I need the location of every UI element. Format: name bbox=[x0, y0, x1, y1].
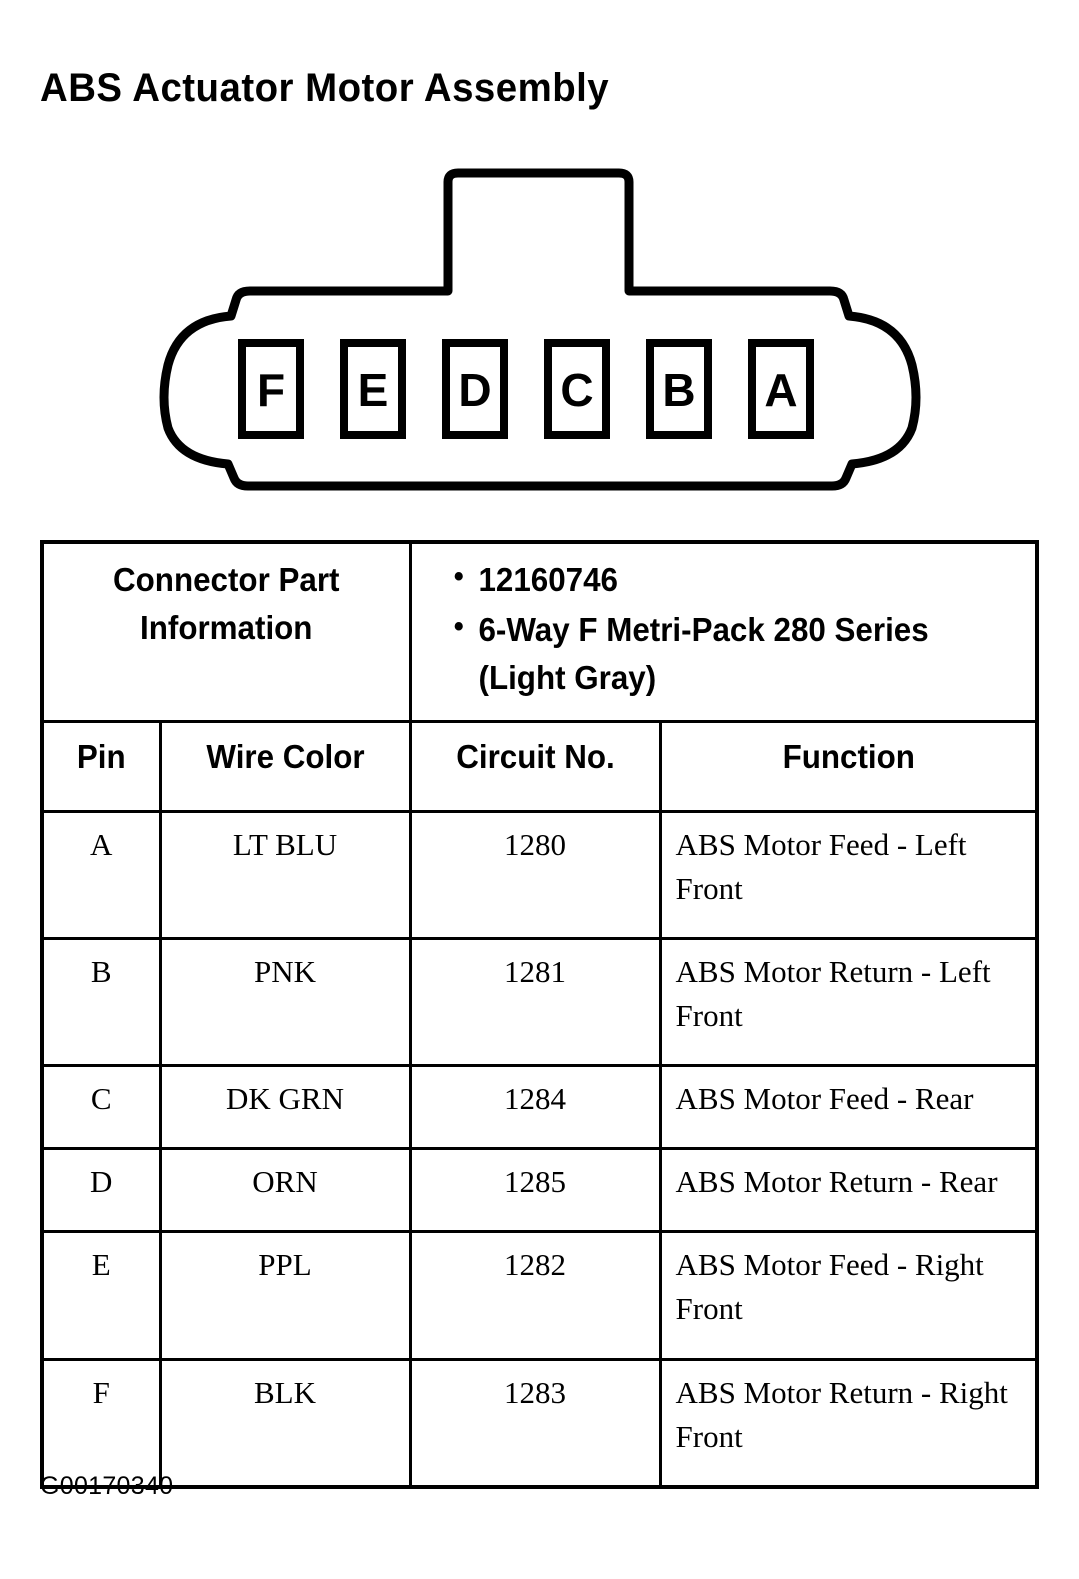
page-title: ABS Actuator Motor Assembly bbox=[40, 66, 610, 110]
circuit-no-value: 1284 bbox=[504, 1081, 566, 1117]
connector-part-information-row bbox=[42, 542, 1037, 721]
cavity-group bbox=[242, 343, 810, 435]
cell-wire-color bbox=[160, 1066, 410, 1149]
cell-function bbox=[660, 1066, 1037, 1149]
pin-value: D bbox=[90, 1164, 113, 1200]
circuit-no-value: 1280 bbox=[504, 827, 566, 863]
cell-pin bbox=[42, 1232, 160, 1359]
function-value: ABS Motor Return - Left Front bbox=[675, 954, 991, 1034]
connector-description: • 6-Way F Metri-Pack 280 Series (Light Gray) bbox=[478, 606, 996, 702]
column-header-pin: Pin bbox=[76, 737, 126, 775]
wire-color-value: DK GRN bbox=[226, 1081, 344, 1117]
cavity-label-b: B bbox=[662, 364, 696, 416]
table-row bbox=[42, 1232, 1037, 1359]
cell-circuit-no bbox=[410, 1232, 660, 1359]
cell-circuit-no bbox=[410, 1066, 660, 1149]
pin-value: A bbox=[90, 827, 113, 863]
connector-outline-svg bbox=[130, 160, 950, 500]
cell-circuit-no bbox=[410, 812, 660, 939]
connector-body-path bbox=[164, 173, 916, 486]
circuit-no-value: 1282 bbox=[504, 1247, 566, 1283]
cell-pin bbox=[42, 812, 160, 939]
table-row bbox=[42, 812, 1037, 939]
cell-pin bbox=[42, 1066, 160, 1149]
cell-circuit-no bbox=[410, 1149, 660, 1232]
cavity-label-f: F bbox=[256, 364, 286, 416]
connector-part-information-label-cell bbox=[42, 542, 410, 721]
connector-part-information-label: Connector Part Information bbox=[113, 561, 340, 646]
function-value: ABS Motor Feed - Rear bbox=[675, 1081, 974, 1117]
pin-value: F bbox=[92, 1374, 110, 1410]
pin-value: C bbox=[90, 1081, 112, 1117]
connector-diagram bbox=[130, 160, 950, 500]
wire-color-value: LT BLU bbox=[232, 827, 338, 863]
cell-pin bbox=[42, 1149, 160, 1232]
table-row bbox=[42, 939, 1037, 1066]
cavity-label-a: A bbox=[764, 364, 798, 416]
function-value: ABS Motor Return - Rear bbox=[675, 1164, 998, 1200]
pin-value: B bbox=[90, 954, 112, 990]
cell-wire-color bbox=[160, 1359, 410, 1487]
column-header-function-cell bbox=[660, 721, 1037, 812]
function-value: ABS Motor Feed - Right Front bbox=[675, 1247, 984, 1327]
cell-function bbox=[660, 812, 1037, 939]
cavity-label-d: D bbox=[458, 364, 492, 416]
cell-function bbox=[660, 1359, 1037, 1487]
table-header-row bbox=[42, 721, 1037, 812]
connector-part-information-list bbox=[412, 544, 1004, 720]
cell-pin bbox=[42, 1359, 160, 1487]
table-row bbox=[42, 1359, 1037, 1487]
cell-wire-color bbox=[160, 1149, 410, 1232]
cavity-label-group bbox=[257, 364, 798, 416]
column-header-circuit-no: Circuit No. bbox=[455, 737, 615, 775]
cell-circuit-no bbox=[410, 1359, 660, 1487]
pin-value: E bbox=[91, 1247, 111, 1283]
cell-function bbox=[660, 1232, 1037, 1359]
column-header-pin-cell bbox=[42, 721, 160, 812]
connector-part-information-value-cell bbox=[410, 542, 1037, 721]
function-value: ABS Motor Return - Right Front bbox=[675, 1374, 1008, 1454]
wire-color-value: BLK bbox=[254, 1374, 316, 1410]
cavity-label-c: C bbox=[560, 364, 594, 416]
cell-wire-color bbox=[160, 1232, 410, 1359]
wire-color-value: PPL bbox=[258, 1247, 312, 1283]
circuit-no-value: 1285 bbox=[504, 1164, 566, 1200]
table-row bbox=[42, 1066, 1037, 1149]
table-row bbox=[42, 1149, 1037, 1232]
connector-part-number: • 12160746 bbox=[478, 556, 996, 604]
cell-wire-color bbox=[160, 939, 410, 1066]
cell-function bbox=[660, 1149, 1037, 1232]
column-header-wire-color: Wire Color bbox=[205, 737, 365, 775]
wire-color-value: ORN bbox=[252, 1164, 318, 1200]
figure-id: G00170340 bbox=[40, 1472, 174, 1500]
circuit-no-value: 1281 bbox=[504, 954, 566, 990]
cell-pin bbox=[42, 939, 160, 1066]
circuit-no-value: 1283 bbox=[504, 1374, 566, 1410]
wire-color-value: PNK bbox=[253, 954, 316, 990]
cell-wire-color bbox=[160, 812, 410, 939]
cell-circuit-no bbox=[410, 939, 660, 1066]
pin-table bbox=[40, 540, 1039, 1489]
cell-function bbox=[660, 939, 1037, 1066]
function-value: ABS Motor Feed - Left Front bbox=[675, 827, 967, 907]
column-header-function: Function bbox=[782, 737, 915, 775]
column-header-wire-color-cell bbox=[160, 721, 410, 812]
column-header-circuit-no-cell bbox=[410, 721, 660, 812]
cavity-label-e: E bbox=[357, 364, 389, 416]
